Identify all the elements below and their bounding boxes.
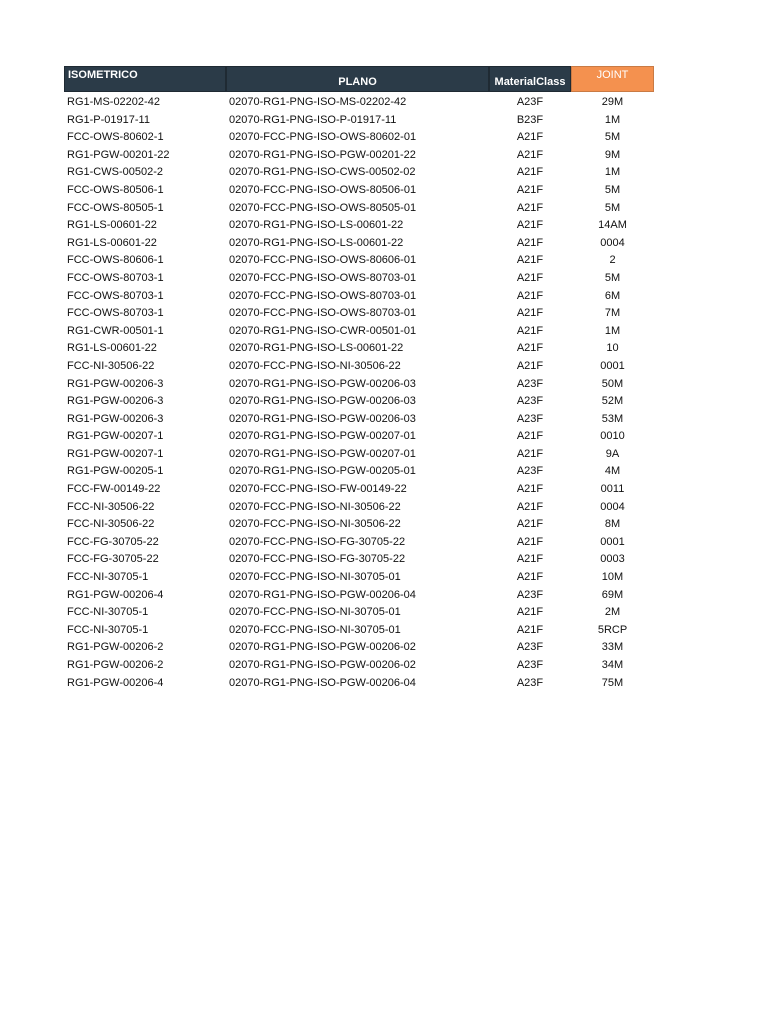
cell-material-class[interactable]: A21F: [516, 254, 544, 267]
table-row: [64, 604, 654, 622]
cell-material-class[interactable]: A21F: [516, 183, 544, 196]
cell-material-class[interactable]: A21F: [516, 500, 544, 513]
cell-isometrico[interactable]: FCC-OWS-80703-1: [67, 307, 164, 320]
cell-isometrico[interactable]: RG1-PGW-00207-1: [67, 430, 164, 443]
cell-isometrico[interactable]: FCC-NI-30705-1: [67, 571, 149, 584]
cell-joint[interactable]: 6M: [604, 289, 621, 302]
cell-material-class[interactable]: A23F: [516, 465, 544, 478]
cell-material-class[interactable]: A21F: [516, 553, 544, 566]
cell-joint[interactable]: 5M: [604, 271, 621, 284]
cell-joint[interactable]: 1M: [604, 113, 621, 126]
cell-joint[interactable]: 0001: [600, 535, 625, 548]
header-isometrico[interactable]: ISOMETRICO: [64, 66, 226, 92]
cell-isometrico[interactable]: FCC-OWS-80703-1: [67, 289, 164, 302]
cell-isometrico[interactable]: RG1-LS-00601-22: [67, 342, 157, 355]
cell-isometrico[interactable]: FCC-FG-30705-22: [67, 553, 159, 566]
cell-material-class[interactable]: A21F: [516, 606, 544, 619]
cell-material-class[interactable]: A21F: [516, 307, 544, 320]
cell-joint[interactable]: 75M: [601, 676, 624, 689]
cell-plano[interactable]: 02070-FCC-PNG-ISO-OWS-80602-01: [229, 131, 417, 144]
table-row: [64, 182, 654, 200]
cell-plano[interactable]: 02070-RG1-PNG-ISO-PGW-00206-02: [229, 659, 416, 671]
table-row: [64, 393, 654, 411]
spreadsheet-table: [64, 66, 654, 692]
header-joint[interactable]: JOINT: [571, 66, 654, 92]
cell-material-class[interactable]: A21F: [516, 571, 544, 584]
cell-plano[interactable]: 02070-FCC-PNG-ISO-FG-30705-22: [229, 553, 406, 566]
cell-plano[interactable]: 02070-RG1-PNG-ISO-PGW-00207-01: [229, 447, 416, 460]
cell-isometrico[interactable]: RG1-PGW-00205-1: [67, 465, 164, 478]
cell-material-class[interactable]: A21F: [516, 289, 544, 302]
table-row: [64, 551, 654, 569]
cell-joint[interactable]: 9A: [605, 447, 620, 460]
table-row: [64, 147, 654, 165]
header-material-class[interactable]: MaterialClass: [489, 66, 571, 92]
cell-joint[interactable]: 34M: [601, 659, 624, 671]
cell-isometrico[interactable]: FCC-OWS-80606-1: [67, 254, 164, 267]
cell-isometrico[interactable]: RG1-PGW-00206-2: [67, 641, 164, 654]
table-row: [64, 376, 654, 394]
cell-plano[interactable]: 02070-FCC-PNG-ISO-NI-30705-01: [229, 606, 401, 619]
cell-plano[interactable]: 02070-RG1-PNG-ISO-PGW-00207-01: [229, 430, 416, 443]
cell-isometrico[interactable]: RG1-PGW-00206-3: [67, 395, 164, 408]
cell-material-class[interactable]: A21F: [516, 535, 544, 548]
cell-material-class[interactable]: A21F: [516, 166, 544, 179]
table-row: [64, 516, 654, 534]
cell-isometrico[interactable]: RG1-PGW-00206-3: [67, 412, 164, 425]
table-row: [64, 481, 654, 499]
cell-joint[interactable]: 5M: [604, 131, 621, 144]
cell-plano[interactable]: 02070-FCC-PNG-ISO-OWS-80505-01: [229, 201, 417, 214]
cell-material-class[interactable]: A23F: [516, 659, 544, 671]
cell-plano[interactable]: 02070-RG1-PNG-ISO-PGW-00206-04: [229, 588, 416, 601]
table-row: [64, 270, 654, 288]
cell-plano[interactable]: 02070-FCC-PNG-ISO-OWS-80703-01: [229, 271, 417, 284]
cell-joint[interactable]: 14AM: [598, 219, 627, 232]
cell-joint[interactable]: 50M: [601, 377, 624, 390]
cell-material-class[interactable]: A21F: [516, 483, 544, 496]
cell-joint[interactable]: 5RCP: [597, 623, 628, 636]
cell-material-class[interactable]: A21F: [516, 324, 544, 337]
cell-plano[interactable]: 02070-RG1-PNG-ISO-PGW-00206-03: [229, 412, 416, 425]
cell-plano[interactable]: 02070-FCC-PNG-ISO-OWS-80506-01: [229, 183, 417, 196]
cell-isometrico[interactable]: RG1-CWS-00502-2: [67, 166, 163, 179]
cell-joint[interactable]: 0010: [600, 430, 625, 443]
cell-isometrico[interactable]: RG1-PGW-00206-2: [67, 659, 164, 671]
cell-material-class[interactable]: A23F: [516, 412, 544, 425]
table-row: [64, 569, 654, 587]
table-row: [64, 675, 654, 693]
cell-joint[interactable]: 2: [609, 254, 616, 267]
cell-plano[interactable]: 02070-RG1-PNG-ISO-PGW-00206-04: [229, 676, 416, 689]
table-row: [64, 358, 654, 376]
cell-plano[interactable]: 02070-FCC-PNG-ISO-NI-30705-01: [229, 623, 401, 636]
table-row: [64, 252, 654, 270]
cell-material-class[interactable]: A21F: [516, 236, 544, 249]
cell-isometrico[interactable]: FCC-NI-30506-22: [67, 500, 155, 513]
cell-joint[interactable]: 5M: [604, 183, 621, 196]
table-row: [64, 235, 654, 253]
table-row: [64, 499, 654, 517]
cell-plano[interactable]: 02070-FCC-PNG-ISO-NI-30506-22: [229, 518, 401, 531]
cell-material-class[interactable]: A21F: [516, 430, 544, 443]
cell-joint[interactable]: 0011: [600, 483, 625, 496]
cell-joint[interactable]: 4M: [604, 465, 621, 478]
cell-material-class[interactable]: A21F: [516, 148, 544, 161]
cell-isometrico[interactable]: FCC-OWS-80703-1: [67, 271, 164, 284]
cell-plano[interactable]: 02070-RG1-PNG-ISO-PGW-00206-02: [229, 641, 416, 654]
cell-material-class[interactable]: A21F: [516, 342, 544, 355]
table-row: [64, 94, 654, 112]
cell-plano[interactable]: 02070-RG1-PNG-ISO-LS-00601-22: [229, 236, 404, 249]
cell-joint[interactable]: 53M: [601, 412, 624, 425]
table-row: [64, 112, 654, 130]
cell-plano[interactable]: 02070-FCC-PNG-ISO-NI-30506-22: [229, 500, 401, 513]
cell-isometrico[interactable]: FCC-FW-00149-22: [67, 483, 161, 496]
table-row: [64, 411, 654, 429]
cell-plano[interactable]: 02070-FCC-PNG-ISO-FG-30705-22: [229, 535, 406, 548]
table-row: [64, 534, 654, 552]
cell-isometrico[interactable]: RG1-P-01917-11: [67, 113, 150, 126]
cell-plano[interactable]: 02070-FCC-PNG-ISO-NI-30705-01: [229, 571, 401, 584]
cell-plano[interactable]: 02070-FCC-PNG-ISO-OWS-80703-01: [229, 289, 417, 302]
cell-material-class[interactable]: A23F: [516, 377, 544, 390]
cell-material-class[interactable]: A23F: [516, 96, 544, 108]
cell-isometrico[interactable]: RG1-LS-00601-22: [67, 219, 157, 232]
cell-plano[interactable]: 02070-RG1-PNG-ISO-PGW-00201-22: [229, 148, 416, 161]
cell-joint[interactable]: 0004: [600, 236, 625, 249]
cell-material-class[interactable]: A21F: [516, 201, 544, 214]
cell-isometrico[interactable]: FCC-OWS-80505-1: [67, 201, 164, 214]
cell-plano[interactable]: 02070-RG1-PNG-ISO-CWS-00502-02: [229, 166, 416, 179]
cell-material-class[interactable]: A23F: [516, 641, 544, 654]
cell-isometrico[interactable]: RG1-MS-02202-42: [67, 96, 160, 108]
table-row: [64, 288, 654, 306]
table-row: [64, 587, 654, 605]
cell-isometrico[interactable]: RG1-PGW-00201-22: [67, 148, 170, 161]
cell-isometrico[interactable]: FCC-NI-30705-1: [67, 623, 149, 636]
cell-joint[interactable]: 10M: [601, 571, 624, 584]
table-row: [64, 622, 654, 640]
cell-plano[interactable]: 02070-RG1-PNG-ISO-CWR-00501-01: [229, 324, 417, 337]
table-row: [64, 463, 654, 481]
cell-plano[interactable]: 02070-FCC-PNG-ISO-OWS-80606-01: [229, 254, 417, 267]
cell-plano[interactable]: 02070-RG1-PNG-ISO-P-01917-11: [229, 113, 397, 126]
cell-isometrico[interactable]: RG1-PGW-00206-4: [67, 588, 164, 601]
cell-plano[interactable]: 02070-FCC-PNG-ISO-NI-30506-22: [229, 359, 401, 372]
table-row: [64, 323, 654, 341]
cell-material-class[interactable]: A21F: [516, 623, 544, 636]
cell-material-class[interactable]: A23F: [516, 676, 544, 689]
table-header-row: [64, 66, 654, 92]
table-body: [64, 94, 654, 692]
table-row: [64, 217, 654, 235]
table-row: [64, 340, 654, 358]
cell-plano[interactable]: 02070-RG1-PNG-ISO-PGW-00206-03: [229, 377, 416, 390]
cell-joint[interactable]: 0003: [600, 553, 625, 566]
table-row: [64, 164, 654, 182]
cell-joint[interactable]: 1M: [604, 166, 621, 179]
cell-material-class[interactable]: A21F: [516, 447, 544, 460]
cell-joint[interactable]: 0001: [600, 359, 625, 372]
cell-isometrico[interactable]: FCC-OWS-80506-1: [67, 183, 164, 196]
cell-joint[interactable]: 2M: [604, 606, 621, 619]
cell-joint[interactable]: 52M: [601, 395, 624, 408]
cell-isometrico[interactable]: FCC-FG-30705-22: [67, 535, 159, 548]
table-row: [64, 446, 654, 464]
cell-isometrico[interactable]: FCC-NI-30506-22: [67, 359, 155, 372]
cell-isometrico[interactable]: FCC-NI-30705-1: [67, 606, 149, 619]
cell-joint[interactable]: 0004: [600, 500, 625, 513]
cell-plano[interactable]: 02070-RG1-PNG-ISO-LS-00601-22: [229, 219, 404, 232]
cell-material-class[interactable]: B23F: [516, 113, 544, 126]
cell-material-class[interactable]: A21F: [516, 271, 544, 284]
cell-isometrico[interactable]: RG1-CWR-00501-1: [67, 324, 164, 337]
cell-isometrico[interactable]: RG1-PGW-00206-3: [67, 377, 164, 390]
table-row: [64, 305, 654, 323]
table-row: [64, 657, 654, 675]
cell-joint[interactable]: 10: [606, 342, 619, 355]
cell-plano[interactable]: 02070-FCC-PNG-ISO-FW-00149-22: [229, 483, 407, 496]
table-row: [64, 200, 654, 218]
cell-joint[interactable]: 69M: [601, 588, 624, 601]
table-row: [64, 639, 654, 657]
cell-material-class[interactable]: A23F: [516, 395, 544, 408]
header-plano[interactable]: PLANO: [226, 66, 489, 92]
cell-joint[interactable]: 8M: [604, 518, 621, 531]
cell-material-class[interactable]: A23F: [516, 588, 544, 601]
cell-material-class[interactable]: A21F: [516, 131, 544, 144]
cell-material-class[interactable]: A21F: [516, 518, 544, 531]
cell-plano[interactable]: 02070-RG1-PNG-ISO-PGW-00205-01: [229, 465, 416, 478]
cell-joint[interactable]: 9M: [604, 148, 621, 161]
cell-isometrico[interactable]: RG1-PGW-00207-1: [67, 447, 164, 460]
cell-material-class[interactable]: A21F: [516, 359, 544, 372]
cell-plano[interactable]: 02070-RG1-PNG-ISO-PGW-00206-03: [229, 395, 416, 408]
cell-isometrico[interactable]: RG1-LS-00601-22: [67, 236, 157, 249]
cell-joint[interactable]: 5M: [604, 201, 621, 214]
cell-isometrico[interactable]: FCC-OWS-80602-1: [67, 131, 164, 144]
cell-material-class[interactable]: A21F: [516, 219, 544, 232]
cell-plano[interactable]: 02070-RG1-PNG-ISO-MS-02202-42: [229, 96, 407, 108]
table-row: [64, 129, 654, 147]
cell-joint[interactable]: 1M: [604, 324, 621, 337]
cell-plano[interactable]: 02070-FCC-PNG-ISO-OWS-80703-01: [229, 307, 417, 320]
cell-isometrico[interactable]: RG1-PGW-00206-4: [67, 676, 164, 689]
cell-joint[interactable]: 7M: [604, 307, 621, 320]
table-row: [64, 428, 654, 446]
cell-isometrico[interactable]: FCC-NI-30506-22: [67, 518, 155, 531]
cell-plano[interactable]: 02070-RG1-PNG-ISO-LS-00601-22: [229, 342, 404, 355]
cell-joint[interactable]: 29M: [601, 96, 624, 108]
cell-joint[interactable]: 33M: [601, 641, 624, 654]
